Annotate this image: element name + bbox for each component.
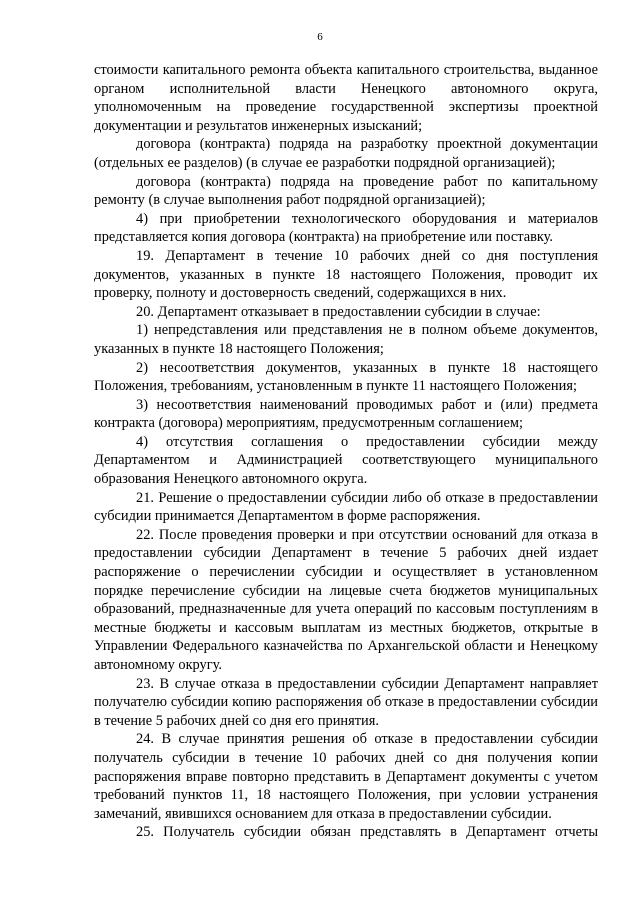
paragraph: 20. Департамент отказывает в предоставлении субсидии в случае:	[136, 303, 541, 320]
paragraph: 3) несоответствия наименований проводимых работ и (или) предмета контракта (договора) мероприятиям, предусмотренным соглашением;	[94, 396, 598, 432]
document-body	[94, 61, 598, 842]
paragraph: 1) непредставления или представления не в полном объеме документов, указанных в пункте 18 настоящего Положения;	[94, 322, 598, 357]
paragraph: 2) несоответствия документов, указанных в пункте 18 настоящего Положения, требованиям, установленным в пункте 11 настоящего Положения;	[94, 359, 598, 395]
paragraph: 25. Получатель субсидии обязан представлять в Департамент отчеты	[136, 824, 598, 841]
paragraph: стоимости капитального ремонта объекта капитального строительства, выданное органом исполнительной власти Ненецкого автономного округа, уполномоченным на проведение государственной экспертизы проектной документации и результатов инженерных изысканий;	[94, 62, 598, 134]
paragraph: 21. Решение о предоставлении субсидии либо об отказе в предоставлении субсидии принимается Департаментом в форме распоряжения.	[94, 489, 598, 525]
paragraph: договора (контракта) подряда на разработку проектной документации (отдельных ее разделов) (в случае ее разработки подрядной организацией);	[94, 136, 598, 171]
paragraph: 4) при приобретении технологического оборудования и материалов представляется копия договора (контракта) на приобретение или поставку.	[94, 210, 598, 246]
paragraph: 22. После проведения проверки и при отсутствии оснований для отказа в предоставлении субсидии Департамент в течение 5 рабочих дней издает распоряжение о перечислении субсидии и осуществляет в установленном порядке перечисление субсидии на лицевые счета бюджетов муниципальных образований, предназначенные для учета операций по кассовым поступлениям в местные бюджеты и кассовым выплатам из местных бюджетов, открытые в Управлении Федерального казначейства по Архангельской области и Ненецкому автономному округу.	[94, 526, 598, 673]
paragraph: 24. В случае принятия решения об отказе в предоставлении субсидии получатель субсидии в течение 10 рабочих дней со дня получения копии распоряжения вправе повторно представить в Департамент документы с учетом требований пунктов 11, 18 настоящего Положения, при условии устранения замечаний, явившихся основанием для отказа в предоставлении субсидии.	[94, 731, 598, 822]
paragraph: договора (контракта) подряда на проведение работ по капитальному ремонту (в случае выполнения работ подрядной организацией);	[94, 173, 598, 209]
paragraph: 23. В случае отказа в предоставлении субсидии Департамент направляет получателю субсидии копию распоряжения об отказе в предоставлении субсидии в течение 5 рабочих дней со дня его принятия.	[94, 675, 598, 729]
paragraph: 19. Департамент в течение 10 рабочих дней со дня поступления документов, указанных в пункте 18 настоящего Положения, проводит их проверку, полноту и достоверность сведений, содержащихся в них.	[94, 247, 598, 302]
page-number: 6	[317, 31, 323, 43]
paragraph: 4) отсутствия соглашения о предоставлении субсидии между Департаментом и Администрацией соответствующего муниципального образования Ненецкого автономного округа.	[94, 433, 598, 488]
